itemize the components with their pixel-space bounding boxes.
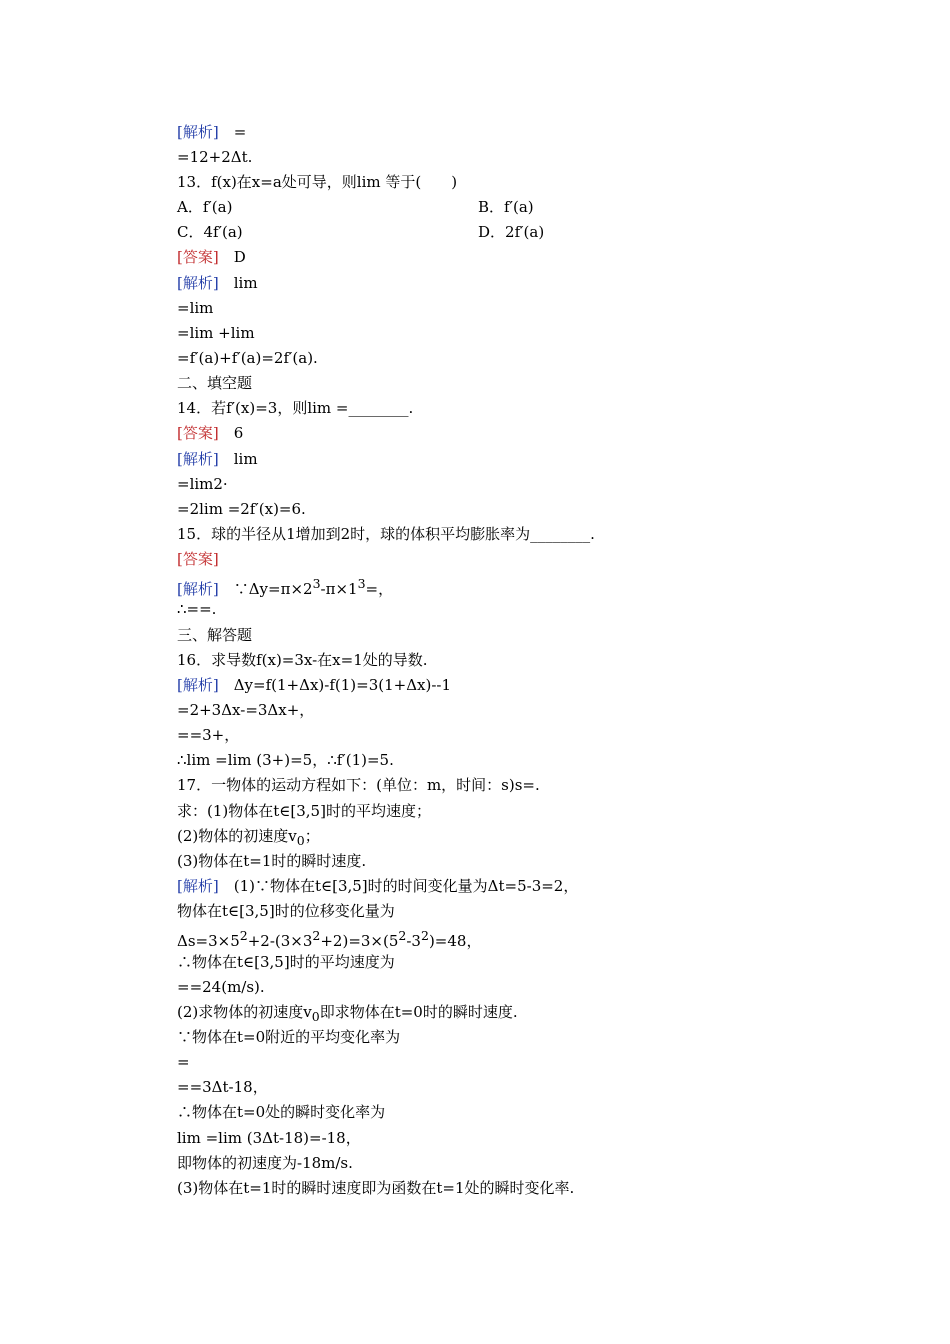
answer-label: [答案] <box>177 424 219 442</box>
answer-label: [答案] <box>177 248 219 266</box>
line: (2)求物体的初速度$v_0$即求物体在t=0时的瞬时速度. <box>177 1003 518 1024</box>
line: ∴物体在t∈[3,5]时的平均速度为 <box>177 953 395 971</box>
line: $\Delta s=3\times 5^2+2-(3\times 3^2+2)=3\times(5^2-3^2)=48$， <box>177 928 482 950</box>
question-14: 14．若f′(x)=3，则lim =________. <box>177 399 414 417</box>
line: 求：(1)物体在t∈[3,5]时的平均速度； <box>177 802 431 820</box>
line: =f′(a)+f′(a)=2f′(a). <box>177 349 318 367</box>
line: =lim <box>177 299 214 317</box>
line: ==3+， <box>177 726 240 744</box>
analysis-13: [解析] lim <box>177 274 258 292</box>
analysis-label: [解析] <box>177 123 219 141</box>
analysis-label: [解析] <box>177 274 219 292</box>
section-solve: 三、解答题 <box>177 626 253 644</box>
line: ∴==. <box>177 600 217 618</box>
analysis-label: [解析] <box>177 450 219 468</box>
line: (3)物体在t=1时的瞬时速度. <box>177 852 367 870</box>
line: 物体在t∈[3,5]时的位移变化量为 <box>177 902 395 920</box>
question-17: 17．一物体的运动方程如下：(单位：m，时间：s)s=. <box>177 776 540 794</box>
analysis-14: [解析] lim <box>177 450 258 468</box>
analysis-17: [解析] (1)∵物体在t∈[3,5]时的时间变化量为Δt=5-3=2， <box>177 877 579 895</box>
line: ==3Δt-18， <box>177 1078 268 1096</box>
options-cd <box>177 221 797 243</box>
line: ==24(m/s). <box>177 978 265 996</box>
line-2: =12+2Δt. <box>177 148 253 166</box>
question-15: 15．球的半径从1增加到2时，球的体积平均膨胀率为________. <box>177 525 595 543</box>
question-16: 16．求导数f(x)=3x-在x=1处的导数. <box>177 651 428 669</box>
line: =lim2· <box>177 475 228 493</box>
option-d: D．2f′(a) <box>478 223 545 241</box>
option-c: C．4f′(a) <box>177 223 243 241</box>
line: 即物体的初速度为-18m/s. <box>177 1154 353 1172</box>
analysis-label: [解析] <box>177 877 219 895</box>
line: =2+3Δx-=3Δx+， <box>177 701 315 719</box>
analysis-label: [解析] <box>177 676 219 694</box>
line: =lim +lim <box>177 324 255 342</box>
line: = <box>177 1053 190 1071</box>
question-13: 13．f(x)在x=a处可导，则lim 等于( ) <box>177 173 458 191</box>
answer-14: [答案] 6 <box>177 424 244 442</box>
line: ∴lim =lim (3+)=5，∴f′(1)=5. <box>177 751 394 769</box>
line: (2)物体的初速度$v_0$； <box>177 827 320 848</box>
line: (3)物体在t=1时的瞬时速度即为函数在t=1处的瞬时变化率. <box>177 1179 575 1197</box>
analysis-16: [解析] Δy=f(1+Δx)-f(1)=3(1+Δx)--1 <box>177 676 452 694</box>
answer-13: [答案] D <box>177 248 246 266</box>
line: =2lim =2f′(x)=6. <box>177 500 306 518</box>
section-fill-blank: 二、填空题 <box>177 374 253 392</box>
line: ∴物体在t=0处的瞬时变化率为 <box>177 1103 386 1121</box>
line: lim =lim (3Δt-18)=-18， <box>177 1129 361 1147</box>
line-1: [解析] = <box>177 123 247 141</box>
options-ab <box>177 196 797 218</box>
line: ∵物体在t=0附近的平均变化率为 <box>177 1028 401 1046</box>
option-b: B．f′(a) <box>478 198 534 216</box>
analysis-15: [解析] $\because\Delta y=\pi\times 2^3-\pi\times 1^3=$， <box>177 576 394 598</box>
option-a: A．f′(a) <box>177 198 233 216</box>
answer-15 <box>177 548 797 570</box>
answer-label: [答案] <box>177 550 219 568</box>
analysis-label: [解析] <box>177 580 219 598</box>
